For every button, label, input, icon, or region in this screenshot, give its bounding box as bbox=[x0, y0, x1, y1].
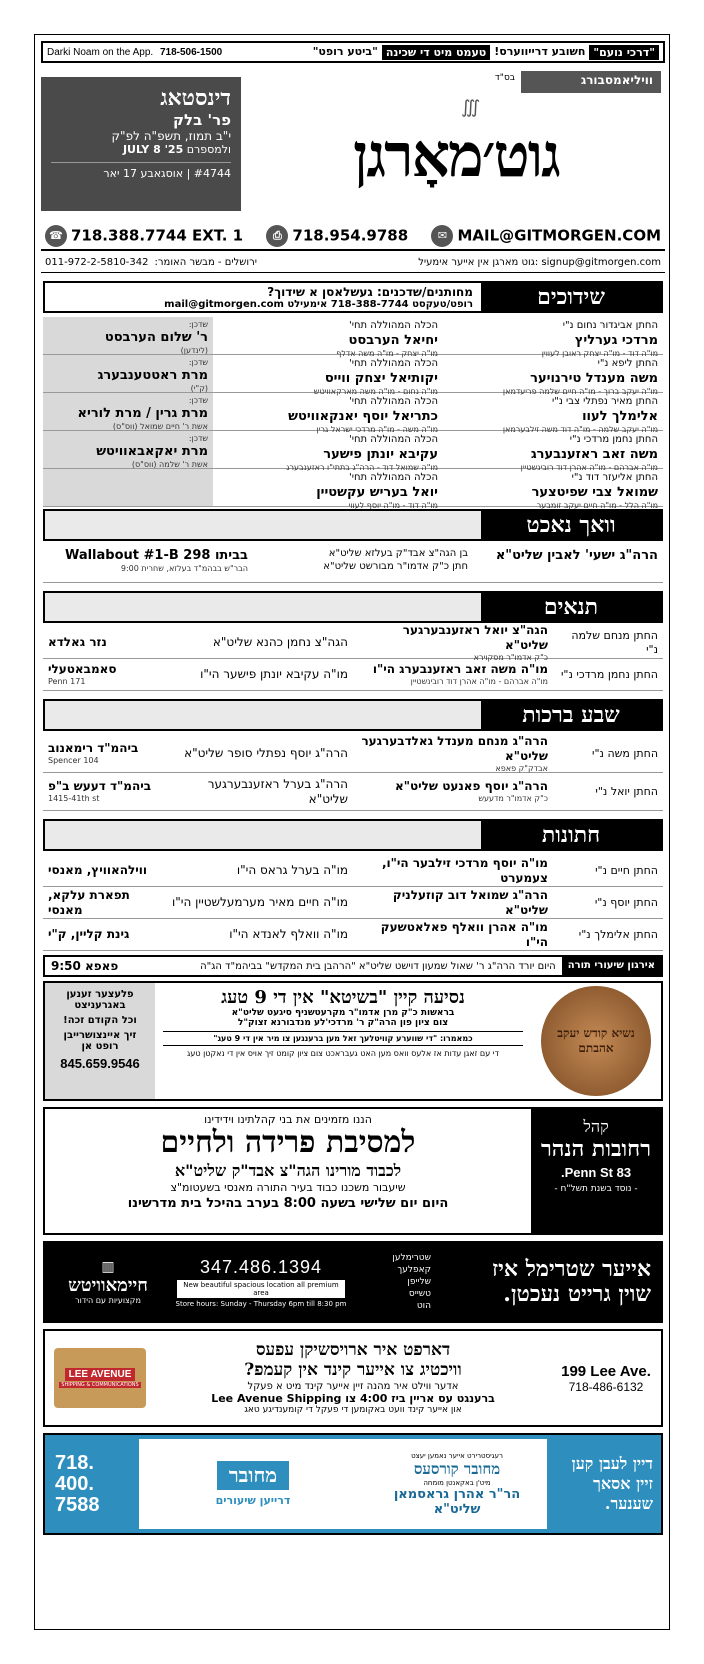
father-sub: כ"ק אדמו"ר מסקוירא bbox=[473, 652, 548, 662]
sheva-title: שבע ברכות bbox=[481, 701, 661, 729]
israel-label: ירושלים - מבשר האומר: bbox=[154, 257, 257, 268]
ad2-time: היום יום שלישי בשעה 8:00 בערב בהיכל בית מדרשינו bbox=[127, 1195, 449, 1211]
shipping-box-logo bbox=[54, 1348, 146, 1408]
venue: תפארת עלקא, מאנסי bbox=[48, 887, 130, 917]
venue: גינת קליין, ק"י bbox=[48, 927, 130, 941]
ad1-line2: צום ציון פון הרה"ק ר' מרדכי'לע מנדבורנא זצוק"ל bbox=[237, 1018, 449, 1028]
shidduch-row bbox=[43, 431, 663, 472]
kallah-label: הכלה המהוללה תחי' bbox=[349, 358, 438, 369]
kallah-father: יקותיאל יצחק ווייס bbox=[324, 370, 438, 386]
banner-text-1: חשובע דרייווערס! bbox=[494, 44, 586, 58]
vachnacht-header bbox=[43, 509, 663, 541]
ad4-line1: דארפט איר ארויסשיקן עפעס bbox=[255, 1340, 451, 1361]
chasunos-title: חתונות bbox=[481, 821, 661, 849]
kahal-since: - נוסד בשנת תשל"ח - bbox=[554, 1184, 638, 1195]
ad5-brand: מחובר bbox=[217, 1461, 289, 1490]
chosson-father: הגה"צ יואל ראזענבערגער שליט"א bbox=[402, 622, 548, 652]
email[interactable]: MAIL@GITMORGEN.COM bbox=[457, 226, 661, 245]
banner-text-3: "ביטע רופט" bbox=[312, 44, 378, 58]
ad1-line1: בראשות כ"ק מרן אדמו"ר מקרעטשניף סיגעט שליט"א bbox=[231, 1008, 455, 1018]
kallah-label: הכלה המהוללה תחי' bbox=[349, 434, 438, 445]
shiduchim-title: שידוכים bbox=[481, 283, 661, 311]
issue-number: #4744 | אוסגאבע 17 יאר bbox=[51, 162, 231, 180]
chosson-sub: מו"ה יעקב שלמה - מו"ה דוד משה זילבערמאן bbox=[502, 424, 658, 434]
kahal-address: 83 Penn St. bbox=[560, 1165, 632, 1181]
chosson-name: החתן יואל נ"י bbox=[595, 784, 658, 798]
kallah-sub: מו"ה דוד - מו"ה יוסף לעווי bbox=[348, 500, 438, 510]
ad4-line4: ברענגט עס אריין ביז 4:00 צו Lee Avenue Shipping bbox=[211, 1391, 495, 1405]
shiurim-label: אירגון שיעורי תורה bbox=[562, 957, 661, 975]
venue: ביהמ"ד רימאנוב bbox=[48, 741, 139, 755]
kallah-father: מו"ה בערל גראס הי"ו bbox=[236, 863, 348, 877]
logo: גוט׳מאָרגן bbox=[353, 121, 559, 191]
shadchan-sub: אשת ר' שלמה (ווס"ס) bbox=[131, 460, 208, 470]
kallah-father: מו"ה וואלף לאנדא הי"ו bbox=[229, 927, 348, 941]
chosson-father: מו"ה אהרן וואלף פאלאטשעק הי"ו bbox=[380, 919, 548, 949]
fax-phone[interactable]: 718.954.9788 bbox=[292, 226, 409, 245]
ad2-move: שיעבור משכנו כבוד בעיר התורה מאנסי בשעטומ"צ bbox=[170, 1180, 406, 1194]
chosson-label: החתן נחמן מרדכי נ"י bbox=[569, 434, 658, 445]
ad2-honor: לכבוד מורינו הגה"צ אבד"ק שליט"א bbox=[174, 1160, 402, 1180]
kallah-label: הכלה המהוללה תחי' bbox=[349, 396, 438, 407]
chosson-father: מו"ה משה זאב ראזענבערג הי"ו bbox=[372, 662, 548, 676]
ad4-line3: אדער ווילט איר מהנה זיין אייער קינד מיט א פעקל bbox=[247, 1380, 459, 1392]
kallah-father: מו"ה עקיבא יונתן פישער הי"ו bbox=[200, 667, 348, 681]
ad5-shiurim: דרייען שיעורים bbox=[215, 1494, 291, 1507]
shadchan-name: מרת יאקאבאוויטש bbox=[96, 444, 208, 459]
shadchan-name: ר' שלום הערבסט bbox=[104, 330, 208, 345]
parsha: פר' בלק bbox=[173, 111, 231, 129]
venue: סאמבאטעלי bbox=[48, 662, 117, 676]
shidduch-row bbox=[43, 355, 663, 396]
kallah-label: הכלה המהוללה תחי' bbox=[349, 472, 438, 483]
chosson-father: שמואל צבי שפיטצער bbox=[531, 484, 658, 500]
shiurim-bar bbox=[43, 955, 663, 977]
feature-item: טשייס bbox=[408, 1289, 431, 1300]
kallah-father: הגה"צ נחמן כהנא שליט"א bbox=[212, 635, 348, 649]
kahal-box bbox=[531, 1109, 661, 1233]
chosson-father: מו"ה יוסף מרדכי זילבער הי"ו, צעמערט bbox=[381, 855, 548, 885]
shidduch-row bbox=[43, 317, 663, 358]
father-sub: כ"ק אדמו"ר מדעעש bbox=[478, 794, 548, 803]
ad1-side2: וכל הקודם זכה! bbox=[63, 1015, 137, 1026]
venue-address: 171 Penn bbox=[48, 677, 86, 686]
chosson-father: מרדכי גערליץ bbox=[574, 332, 658, 348]
shidduch-row bbox=[43, 393, 663, 434]
ad-mechubar bbox=[43, 1433, 663, 1535]
sheva-row bbox=[43, 735, 663, 773]
chosson-sub: מו"ה אברהם - מו"ה אהרן דוד רובינשטיין bbox=[520, 462, 658, 472]
kallah-father: עקיבא יונתן פישער bbox=[323, 446, 438, 462]
main-phone[interactable]: 718.388.7744 EXT. 1 bbox=[71, 226, 244, 245]
kahal-name: רחובות הנהר bbox=[540, 1136, 652, 1162]
neighborhood-label: וויליאמסבורג bbox=[521, 71, 661, 93]
ad4-line2: וויכטיג צו אייער קינד אין קעמפ? bbox=[244, 1360, 462, 1380]
tenaim-row bbox=[43, 622, 663, 662]
ad4-logo-sub: SHIPPING & COMMUNICATIONS bbox=[61, 1382, 139, 1388]
sheva-header bbox=[43, 699, 663, 731]
piano-icon: ▥ bbox=[101, 1259, 115, 1275]
chosson-name: החתן משה נ"י bbox=[592, 746, 658, 760]
fax-icon: ⎙ bbox=[266, 225, 288, 247]
phone-icon: ☎ bbox=[45, 225, 67, 247]
chosson-name: החתן נחמן מרדכי נ"י bbox=[560, 667, 658, 681]
shadchan-label: שדכן: bbox=[188, 358, 208, 367]
ad3-brand-sub: מקצועיות עם הידור bbox=[75, 1296, 141, 1305]
shadchan-label: שדכן: bbox=[188, 396, 208, 405]
kallah-sub: מו"ה נחום - מו"ה משה מארקאוויטש bbox=[313, 386, 438, 396]
shadchan-sub: (לינדען) bbox=[180, 346, 208, 356]
chosson-sub: מו"ה הלל - מו"ה חיים יעקב זומבער bbox=[536, 500, 658, 510]
chasunos-row bbox=[43, 855, 663, 887]
chosson-father: הרה"ג שמואל דוב קוזעלניק שליט"א bbox=[392, 887, 548, 917]
ad3-head1: אייער שטרימל איז bbox=[491, 1255, 651, 1282]
ad1-side1: פלעצער זענען באגרעניצט bbox=[66, 989, 134, 1011]
chasunos-row bbox=[43, 919, 663, 951]
date-box bbox=[41, 77, 241, 211]
vachnacht-father: הרה"ג ישעי' לאבין שליט"א bbox=[495, 548, 658, 563]
kallah-father: הרה"ג יוסף נפתלי סופר שליט"א bbox=[184, 746, 348, 760]
father-sub: אבדק"ק פאפא bbox=[495, 763, 548, 773]
ad1-line3: כמאמרו: "די שווערע קוויטלעך זאל מען ברענגען צו מיר אין די 9 טעג" bbox=[163, 1031, 523, 1046]
english-date: JULY 8 '25 bbox=[122, 143, 184, 156]
ad1-side3: זיך איינצושרייבן רופט אן bbox=[63, 1030, 137, 1052]
venue: ווילהאוויץ, מאנסי bbox=[48, 863, 147, 877]
ad-shtreimel bbox=[43, 1241, 663, 1323]
ad-bashita bbox=[43, 981, 663, 1101]
ad5-slogan: דיין לעבן קען זיין אסאך שענער. bbox=[571, 1454, 653, 1513]
vachnacht-time: הבר"ש בבהמ"ד בעלזא, שחרית 9:00 bbox=[120, 564, 248, 574]
shadchan-label: שדכן: bbox=[188, 434, 208, 443]
ad3-features bbox=[351, 1252, 431, 1313]
date-label: ולמספרם bbox=[186, 143, 231, 156]
kallah-sub: מו"ה יצחק - מו"ה משה אדלף bbox=[336, 348, 438, 358]
kahal-label: קהל bbox=[583, 1117, 609, 1136]
venue-address: 104 Spencer bbox=[48, 756, 99, 765]
shadchan-name: מרת ראטטענבערג bbox=[97, 368, 208, 383]
chosson-father: הרה"ג יוסף פאנעט שליט"א bbox=[394, 779, 548, 793]
chosson-father: משה זאב ראזענבערג bbox=[530, 446, 658, 462]
venue: נזר גאלדא bbox=[48, 635, 107, 649]
kallah-sub: מו"ה שמואל דוד - הרה"ג בתתי"ו ראזענבערג bbox=[286, 462, 438, 472]
subline bbox=[41, 253, 665, 273]
chasunos-row bbox=[43, 887, 663, 919]
chosson-name: החתן מנחם שלמה נ"י bbox=[571, 628, 658, 656]
brand-darki-noam: "דרכי נועם" bbox=[589, 45, 659, 60]
ad5-course-by: רעגיסטרירט אייער נאמען יעצט bbox=[411, 1451, 503, 1460]
feature-item: שטרימלען bbox=[392, 1252, 431, 1263]
ad1-title: נסיעה קיין "בשיטא" אין די 9 טעג bbox=[221, 987, 465, 1008]
venue-address: 1415-41th st bbox=[48, 794, 100, 803]
feature-item: קאפלעך bbox=[397, 1264, 431, 1275]
ad5-phone-b[interactable]: 400. bbox=[55, 1472, 94, 1495]
chosson-label: החתן מאיר נפתלי צבי נ"י bbox=[552, 396, 658, 407]
steam-icon: ∭ bbox=[461, 97, 481, 118]
chasunos-header bbox=[43, 819, 663, 851]
newspaper-page bbox=[34, 34, 670, 1630]
ad3-head2: שוין גרייט נעכטן. bbox=[503, 1281, 651, 1307]
medal-image: נשיא קודש יעקב אהבתם bbox=[541, 986, 651, 1096]
signup-line: signup@gitmorgen.com :גוט מארגן אין אייער אימעיל bbox=[418, 257, 661, 268]
chosson-name: החתן יוסף נ"י bbox=[594, 895, 658, 909]
ad5-course: מחובר קורסעס bbox=[413, 1459, 501, 1478]
chosson-label: החתן אליעזר דוד נ"י bbox=[571, 472, 658, 483]
shiurim-time: פאפא 9:50 bbox=[51, 959, 119, 973]
chosson-name: החתן אלימלך נ"י bbox=[578, 927, 658, 941]
vachnacht-father2: חתן כ"ק אדמו"ר מבורשט שליט"א bbox=[323, 560, 468, 572]
ad3-note: New beautiful spacious location all premium area bbox=[177, 1280, 345, 1298]
top-banner bbox=[41, 41, 665, 63]
tenaim-row bbox=[43, 659, 663, 691]
venue: ביהמ"ד דעעש ב"פ bbox=[48, 779, 152, 793]
app-phone: 718-506-1500 bbox=[159, 46, 223, 58]
ad2-main: למסיבת פרידה ולחיים bbox=[160, 1125, 416, 1160]
ad1-phone[interactable]: 845.659.9546 bbox=[60, 1056, 140, 1071]
ad4-phone[interactable]: 718-486-6132 bbox=[568, 1379, 644, 1394]
kallah-label: הכלה המהוללה תחי' bbox=[349, 320, 438, 331]
kallah-father: הרה"ג בערל ראזענבערגער שליט"א bbox=[207, 776, 348, 806]
kallah-father: מו"ה חיים מאיר מערמעלשטיין הי"ו bbox=[172, 895, 348, 909]
vachnacht-title: וואך נאכט bbox=[481, 511, 661, 539]
shidduch-row bbox=[43, 469, 663, 510]
ad5-lecturer-label: מיט'ן באקאנטן מומחה bbox=[423, 1478, 491, 1487]
feature-item: שלייפן bbox=[407, 1276, 431, 1287]
kallah-father: כתריאל יוסף יאנקאוויטש bbox=[288, 408, 438, 424]
hebrew-date: י"ב תמוז, תשפ"ה לפ"ק bbox=[111, 129, 231, 143]
ad4-logo: LEE AVENUE bbox=[65, 1368, 136, 1381]
shiduchim-contact: רופט/טעקסט 718-388-7744 אימעילט mail@gitmorgen.com bbox=[164, 299, 473, 310]
kallah-sub: מו"ה משה - מו"ה מרדכי ישראל גרין bbox=[316, 424, 438, 434]
vachnacht-son: בן הגה"צ אבד"ק בעלזא שליט"א bbox=[328, 548, 468, 559]
chosson-sub: מו"ה יעקב ברוך - מו"ה חיים שלמה פריעדמאן bbox=[502, 386, 658, 396]
masthead bbox=[41, 67, 665, 219]
israel-phone: 011-972-2-5810-342 bbox=[45, 257, 149, 268]
tenaim-title: תנאים bbox=[481, 593, 661, 621]
chosson-father: הרה"ג מנחם מענדל גאלדבערגער שליט"א bbox=[361, 733, 548, 763]
bsd: בס"ד bbox=[494, 73, 515, 83]
banner-text-2: טעמט מיט די שכינה bbox=[382, 45, 490, 60]
ad4-address: 199 Lee Ave. bbox=[561, 1362, 651, 1380]
shadchan-sub: (ק"י) bbox=[190, 384, 208, 394]
ad2-intro: הננו מזמינים את בני קהלתינו וידידינו bbox=[204, 1113, 372, 1126]
ad1-body: די עם זאגן עדות אז אלעס וואס מען האט געבראכט צום ציון קומט זיך אויס אין די נאקטן טעג bbox=[187, 1049, 499, 1058]
ad3-brand: חיימאוויטש bbox=[68, 1275, 148, 1296]
father-sub: מו"ה אברהם - מו"ה אהרן דוד רובינשטיין bbox=[410, 677, 548, 686]
feature-item: הוט bbox=[416, 1301, 431, 1312]
chosson-name: החתן חיים נ"י bbox=[595, 863, 658, 877]
ad5-phone-c[interactable]: 7588 bbox=[55, 1493, 100, 1516]
day-name: דינסטאג bbox=[160, 85, 231, 111]
app-text: Darki Noam on the App. bbox=[47, 46, 154, 58]
ad3-hours: Store hours: Sunday - Thursday 6pm till 8:30 pm bbox=[175, 1299, 347, 1308]
contact-bar bbox=[41, 223, 665, 251]
mail-icon: ✉ bbox=[431, 225, 453, 247]
vachnacht-row bbox=[43, 545, 663, 583]
shiduchim-header bbox=[43, 281, 663, 313]
shadchan-name: מרת גרין / מרת לוריא bbox=[77, 406, 208, 421]
kallah-father: יחיאל הערבסט bbox=[348, 332, 438, 348]
shiduchim-call: מחותנים/שדכנים: געשלאסן א שידוך? bbox=[267, 285, 473, 299]
shadchan-label: שדכן: bbox=[188, 320, 208, 329]
chosson-label: החתן אביגדור נחום נ"י bbox=[562, 320, 658, 331]
chosson-father: משה מענדל טירנויער bbox=[530, 370, 658, 386]
vachnacht-place: בביתו 298 Wallabout #1-B bbox=[64, 548, 248, 563]
kallah-father: יואל בעריש עקשטיין bbox=[316, 484, 438, 500]
ad-lee-shipping bbox=[43, 1329, 663, 1427]
ad-farewell bbox=[43, 1107, 663, 1235]
ad5-lecturer: הר"ר אהרן גראסמאן שליט"א bbox=[393, 1486, 521, 1517]
chosson-sub: מו"ה דוד - מו"ה יצחק ראובן לעווין bbox=[541, 348, 658, 358]
ad4-line5: און אייער קינד וועט באקומען די פעקל די קומענדיגע טאג bbox=[244, 1404, 462, 1415]
chosson-label: החתן ליפא נ"י bbox=[597, 358, 658, 369]
sheva-row bbox=[43, 773, 663, 811]
shiurim-text: היום יורד הרה"ג ר' שאול שמעון דוישט שליט"א "הרהבן בית המקדש" בביהמ"ד הג"ה bbox=[200, 960, 556, 972]
shadchan-sub: אשת ר' חיים שמואל (ווס"ס) bbox=[112, 422, 208, 432]
ad3-phone[interactable]: 347.486.1394 bbox=[199, 1256, 323, 1277]
chosson-father: אלימלך לעוו bbox=[582, 408, 658, 424]
tenaim-header bbox=[43, 591, 663, 623]
ad5-phone-a[interactable]: 718. bbox=[55, 1451, 94, 1474]
